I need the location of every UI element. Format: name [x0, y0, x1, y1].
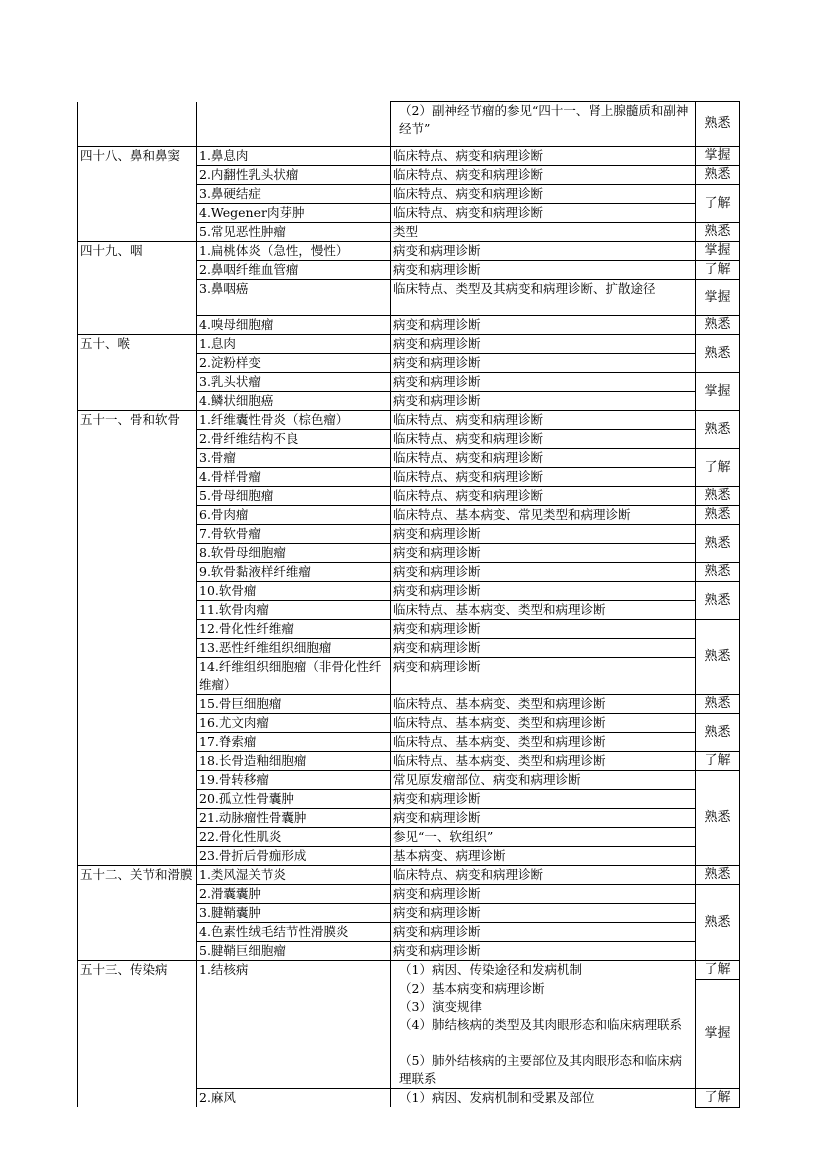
requirement-cell: 掌握 — [696, 280, 740, 316]
content-cell: 临床特点、病变和病理诊断 — [391, 487, 696, 506]
item-cell: 3.腱鞘囊肿 — [197, 904, 391, 923]
item-cell: 20.孤立性骨囊肿 — [197, 790, 391, 809]
requirement-cell: 了解 — [696, 1088, 740, 1107]
requirement-cell: 熟悉 — [696, 563, 740, 582]
item-cell: 4.Wegener肉芽肿 — [197, 204, 391, 223]
content-cell: 临床特点、病变和病理诊断 — [391, 866, 696, 885]
requirement-cell: 熟悉 — [696, 620, 740, 695]
item-cell: 1.息肉 — [197, 335, 391, 354]
item-cell: 2.鼻咽纤维血管瘤 — [197, 261, 391, 280]
content-cell: 临床特点、病变和病理诊断 — [391, 430, 696, 449]
item-cell: 14.纤维组织细胞瘤（非骨化性纤维瘤） — [197, 658, 391, 695]
content-cell: 病变和病理诊断 — [391, 639, 696, 658]
item-cell: 21.动脉瘤性骨囊肿 — [197, 809, 391, 828]
item-cell: 2.骨纤维结构不良 — [197, 430, 391, 449]
content-cell: （5）肺外结核病的主要部位及其肉眼形态和临床病理联系 — [391, 1052, 696, 1089]
content-cell: 病变和病理诊断 — [391, 563, 696, 582]
requirement-cell: 掌握 — [696, 373, 740, 411]
content-cell: 病变和病理诊断 — [391, 544, 696, 563]
content-cell: 临床特点、病变和病理诊断 — [391, 166, 696, 185]
section-cell: 五十三、传染病 — [78, 961, 197, 1108]
syllabus-table — [77, 101, 740, 1108]
section-cell: 五十二、关节和滑膜 — [78, 866, 197, 961]
item-cell: 4.鳞状细胞癌 — [197, 392, 391, 411]
requirement-cell: 熟悉 — [696, 166, 740, 185]
requirement-cell: 熟悉 — [696, 582, 740, 620]
item-cell: 3.乳头状瘤 — [197, 373, 391, 392]
content-cell: 基本病变、病理诊断 — [391, 847, 696, 866]
requirement-cell: 了解 — [696, 185, 740, 223]
requirement-cell: 了解 — [696, 961, 740, 980]
content-cell: 病变和病理诊断 — [391, 242, 696, 261]
item-cell: 3.鼻硬结症 — [197, 185, 391, 204]
content-cell: 类型 — [391, 223, 696, 242]
requirement-cell: 熟悉 — [696, 866, 740, 885]
content-cell: 病变和病理诊断 — [391, 392, 696, 411]
content-cell: 病变和病理诊断 — [391, 261, 696, 280]
item-cell: 13.恶性纤维组织细胞瘤 — [197, 639, 391, 658]
content-cell: 参见“一、软组织” — [391, 828, 696, 847]
item-cell: 5.腱鞘巨细胞瘤 — [197, 942, 391, 961]
item-cell: 12.骨化性纤维瘤 — [197, 620, 391, 639]
item-cell: 1.纤维囊性骨炎（棕色瘤） — [197, 411, 391, 430]
content-cell: 临床特点、病变和病理诊断 — [391, 468, 696, 487]
item-cell: 4.骨样骨瘤 — [197, 468, 391, 487]
item-cell: 4.嗅母细胞瘤 — [197, 316, 391, 335]
item-cell: 1.结核病 — [197, 961, 391, 1089]
content-cell: 临床特点、病变和病理诊断 — [391, 185, 696, 204]
content-cell: 病变和病理诊断 — [391, 335, 696, 354]
requirement-cell: 掌握 — [696, 980, 740, 1089]
section-cell: 五十一、骨和软骨 — [78, 411, 197, 866]
item-cell: 18.长骨造釉细胞瘤 — [197, 752, 391, 771]
item-cell: 8.软骨母细胞瘤 — [197, 544, 391, 563]
item-cell: 5.常见恶性肿瘤 — [197, 223, 391, 242]
item-cell: 4.色素性绒毛结节性滑膜炎 — [197, 923, 391, 942]
content-cell: 临床特点、基本病变、类型和病理诊断 — [391, 733, 696, 752]
item-cell: 6.骨肉瘤 — [197, 506, 391, 525]
content-cell: 病变和病理诊断 — [391, 942, 696, 961]
table-row — [78, 102, 740, 147]
content-cell: 常见原发瘤部位、病变和病理诊断 — [391, 771, 696, 790]
section-cell — [78, 102, 197, 147]
table-row — [78, 961, 740, 980]
requirement-cell: 熟悉 — [696, 714, 740, 752]
requirement-cell: 熟悉 — [696, 885, 740, 961]
requirement-cell: 掌握 — [696, 147, 740, 166]
item-cell: 2.内翻性乳头状瘤 — [197, 166, 391, 185]
content-cell: 临床特点、病变和病理诊断 — [391, 204, 696, 223]
item-cell: 9.软骨黏液样纤维瘤 — [197, 563, 391, 582]
content-cell: 病变和病理诊断 — [391, 316, 696, 335]
section-cell: 四十八、鼻和鼻窦 — [78, 147, 197, 242]
item-cell: 1.类风湿关节炎 — [197, 866, 391, 885]
content-cell: 临床特点、基本病变、类型和病理诊断 — [391, 601, 696, 620]
requirement-cell: 熟悉 — [696, 102, 740, 147]
content-cell: 病变和病理诊断 — [391, 658, 696, 695]
table-row — [78, 866, 740, 885]
item-cell: 11.软骨肉瘤 — [197, 601, 391, 620]
requirement-cell: 了解 — [696, 449, 740, 487]
content-cell: 病变和病理诊断 — [391, 885, 696, 904]
content-cell: 病变和病理诊断 — [391, 923, 696, 942]
content-cell: （3）演变规律 — [391, 998, 696, 1016]
item-cell — [197, 102, 391, 147]
content-cell: （1）病因、传染途径和发病机制 — [391, 961, 696, 980]
item-cell: 2.麻风 — [197, 1088, 391, 1107]
content-cell: （2）副神经节瘤的参见“四十一、肾上腺髓质和副神经节” — [391, 102, 696, 147]
content-cell: 病变和病理诊断 — [391, 620, 696, 639]
content-cell: 临床特点、病变和病理诊断 — [391, 147, 696, 166]
requirement-cell: 熟悉 — [696, 695, 740, 714]
item-cell: 1.鼻息肉 — [197, 147, 391, 166]
content-cell: 临床特点、病变和病理诊断 — [391, 449, 696, 468]
requirement-cell: 熟悉 — [696, 335, 740, 373]
section-cell: 四十九、咽 — [78, 242, 197, 335]
requirement-cell: 了解 — [696, 752, 740, 771]
item-cell: 15.骨巨细胞瘤 — [197, 695, 391, 714]
item-cell: 3.骨瘤 — [197, 449, 391, 468]
content-cell: 临床特点、基本病变、常见类型和病理诊断 — [391, 506, 696, 525]
requirement-cell: 熟悉 — [696, 487, 740, 506]
item-cell: 17.脊索瘤 — [197, 733, 391, 752]
content-cell: 病变和病理诊断 — [391, 525, 696, 544]
content-cell: 病变和病理诊断 — [391, 354, 696, 373]
item-cell: 2.滑囊囊肿 — [197, 885, 391, 904]
requirement-cell: 掌握 — [696, 242, 740, 261]
content-cell: 病变和病理诊断 — [391, 809, 696, 828]
item-cell: 16.尤文肉瘤 — [197, 714, 391, 733]
item-cell: 22.骨化性肌炎 — [197, 828, 391, 847]
item-cell: 19.骨转移瘤 — [197, 771, 391, 790]
item-cell: 7.骨软骨瘤 — [197, 525, 391, 544]
requirement-cell: 熟悉 — [696, 316, 740, 335]
item-cell: 1.扁桃体炎（急性，慢性） — [197, 242, 391, 261]
content-cell: 临床特点、类型及其病变和病理诊断、扩散途径 — [391, 280, 696, 316]
item-cell: 5.骨母细胞瘤 — [197, 487, 391, 506]
content-cell: 病变和病理诊断 — [391, 582, 696, 601]
content-cell: 病变和病理诊断 — [391, 790, 696, 809]
content-cell: 临床特点、病变和病理诊断 — [391, 411, 696, 430]
requirement-cell: 熟悉 — [696, 411, 740, 449]
requirement-cell: 了解 — [696, 261, 740, 280]
table-row — [78, 242, 740, 261]
section-cell: 五十、喉 — [78, 335, 197, 411]
content-cell: （2）基本病变和病理诊断 — [391, 980, 696, 998]
table-row — [78, 335, 740, 354]
table-row — [78, 147, 740, 166]
requirement-cell: 熟悉 — [696, 771, 740, 866]
content-cell: 临床特点、基本病变、类型和病理诊断 — [391, 714, 696, 733]
requirement-cell: 熟悉 — [696, 223, 740, 242]
content-cell: 临床特点、基本病变、类型和病理诊断 — [391, 752, 696, 771]
content-cell: （1）病因、发病机制和受累及部位 — [391, 1088, 696, 1107]
table-row — [78, 411, 740, 430]
item-cell: 10.软骨瘤 — [197, 582, 391, 601]
content-cell: 临床特点、基本病变、类型和病理诊断 — [391, 695, 696, 714]
content-cell: 病变和病理诊断 — [391, 904, 696, 923]
item-cell: 23.骨折后骨痂形成 — [197, 847, 391, 866]
content-cell: （4）肺结核病的类型及其肉眼形态和临床病理联系 — [391, 1016, 696, 1052]
content-cell: 病变和病理诊断 — [391, 373, 696, 392]
requirement-cell: 熟悉 — [696, 506, 740, 525]
item-cell: 3.鼻咽癌 — [197, 280, 391, 316]
item-cell: 2.淀粉样变 — [197, 354, 391, 373]
requirement-cell: 熟悉 — [696, 525, 740, 563]
